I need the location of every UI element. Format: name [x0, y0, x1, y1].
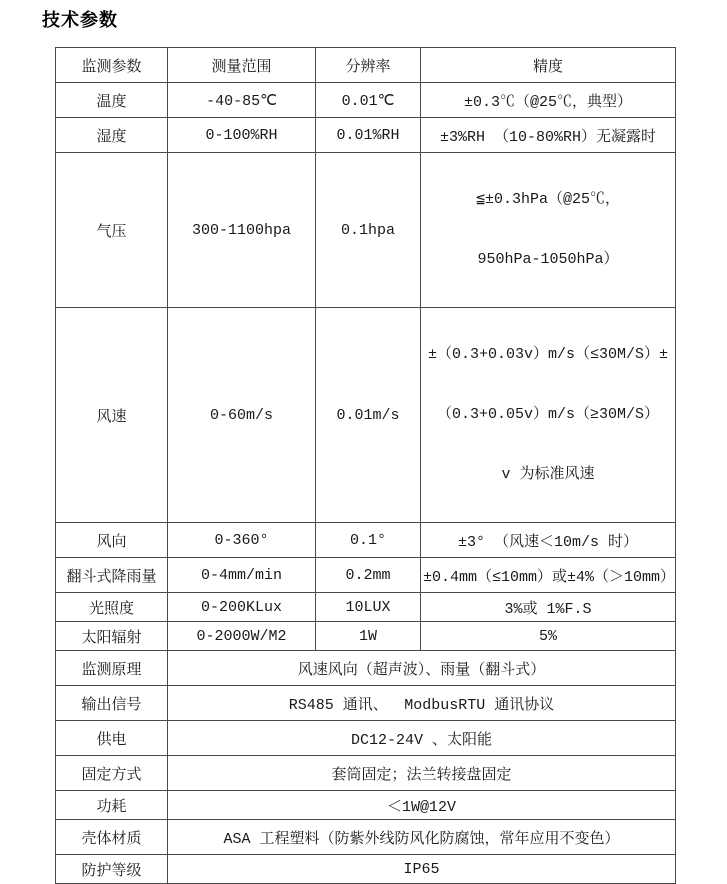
table-row-wind-speed	[56, 308, 676, 523]
accuracy-line: 950hPa-1050hPa）	[477, 251, 619, 268]
table-row-protection-rating	[56, 855, 676, 884]
value-cell: 风速风向（超声波）、雨量（翻斗式）	[168, 651, 676, 686]
accuracy-line: ±（0.3+0.03v）m/s（≤30M/S）±	[427, 346, 669, 363]
param-cell: 功耗	[56, 791, 168, 820]
resolution-cell: 0.1hpa	[316, 153, 421, 308]
table-row-housing-material	[56, 820, 676, 855]
table-row-output-signal	[56, 686, 676, 721]
accuracy-cell: ±0.3℃（@25℃，典型）	[421, 83, 676, 118]
table-row-wind-direction	[56, 523, 676, 558]
value-cell: ＜1W@12V	[168, 791, 676, 820]
resolution-cell: 0.01m/s	[316, 308, 421, 523]
range-cell: 0-100%RH	[168, 118, 316, 153]
accuracy-cell: 5%	[421, 622, 676, 651]
spec-table	[55, 47, 676, 884]
param-cell: 输出信号	[56, 686, 168, 721]
param-cell: 壳体材质	[56, 820, 168, 855]
resolution-cell: 10LUX	[316, 593, 421, 622]
param-cell: 气压	[56, 153, 168, 308]
param-cell: 光照度	[56, 593, 168, 622]
value-cell: 套筒固定；法兰转接盘固定	[168, 756, 676, 791]
col-header-range: 测量范围	[168, 48, 316, 83]
param-cell: 湿度	[56, 118, 168, 153]
table-row-temperature	[56, 83, 676, 118]
table-row-illuminance	[56, 593, 676, 622]
resolution-cell: 0.01℃	[316, 83, 421, 118]
accuracy-cell: 3%或 1%F.S	[421, 593, 676, 622]
accuracy-cell: ±3%RH （10-80%RH）无凝露时	[421, 118, 676, 153]
range-cell: -40-85℃	[168, 83, 316, 118]
resolution-cell: 0.01%RH	[316, 118, 421, 153]
accuracy-line: ≦±0.3hPa（@25℃，	[475, 191, 621, 208]
table-header-row	[56, 48, 676, 83]
range-cell: 0-60m/s	[168, 308, 316, 523]
range-cell: 0-2000W/M2	[168, 622, 316, 651]
accuracy-cell	[421, 153, 676, 308]
table-row-solar-radiation	[56, 622, 676, 651]
resolution-cell: 0.1°	[316, 523, 421, 558]
param-cell: 翻斗式降雨量	[56, 558, 168, 593]
resolution-cell: 1W	[316, 622, 421, 651]
range-cell: 0-360°	[168, 523, 316, 558]
param-cell: 温度	[56, 83, 168, 118]
value-cell: DC12-24V 、太阳能	[168, 721, 676, 756]
table-row-rainfall	[56, 558, 676, 593]
col-header-param: 监测参数	[56, 48, 168, 83]
accuracy-cell	[421, 308, 676, 523]
page-title: 技术参数	[42, 10, 118, 31]
accuracy-line: v 为标准风速	[501, 466, 595, 483]
accuracy-cell: ±3° （风速＜10m/s 时）	[421, 523, 676, 558]
table-row-monitoring-principle	[56, 651, 676, 686]
value-cell: ASA 工程塑料（防紫外线防风化防腐蚀，常年应用不变色）	[168, 820, 676, 855]
value-cell: RS485 通讯、 ModbusRTU 通讯协议	[168, 686, 676, 721]
value-cell: IP65	[168, 855, 676, 884]
table-row-pressure	[56, 153, 676, 308]
param-cell: 固定方式	[56, 756, 168, 791]
param-cell: 监测原理	[56, 651, 168, 686]
param-cell: 风速	[56, 308, 168, 523]
accuracy-cell: ±0.4mm（≤10mm）或±4%（＞10mm）	[421, 558, 676, 593]
table-row-humidity	[56, 118, 676, 153]
table-row-power-consumption	[56, 791, 676, 820]
table-row-power-supply	[56, 721, 676, 756]
param-cell: 太阳辐射	[56, 622, 168, 651]
col-header-resolution: 分辨率	[316, 48, 421, 83]
resolution-cell: 0.2mm	[316, 558, 421, 593]
col-header-accuracy: 精度	[421, 48, 676, 83]
param-cell: 风向	[56, 523, 168, 558]
param-cell: 供电	[56, 721, 168, 756]
range-cell: 300-1100hpa	[168, 153, 316, 308]
table-row-mounting	[56, 756, 676, 791]
range-cell: 0-200KLux	[168, 593, 316, 622]
param-cell: 防护等级	[56, 855, 168, 884]
range-cell: 0-4mm/min	[168, 558, 316, 593]
accuracy-line: （0.3+0.05v）m/s（≥30M/S）	[436, 406, 660, 423]
